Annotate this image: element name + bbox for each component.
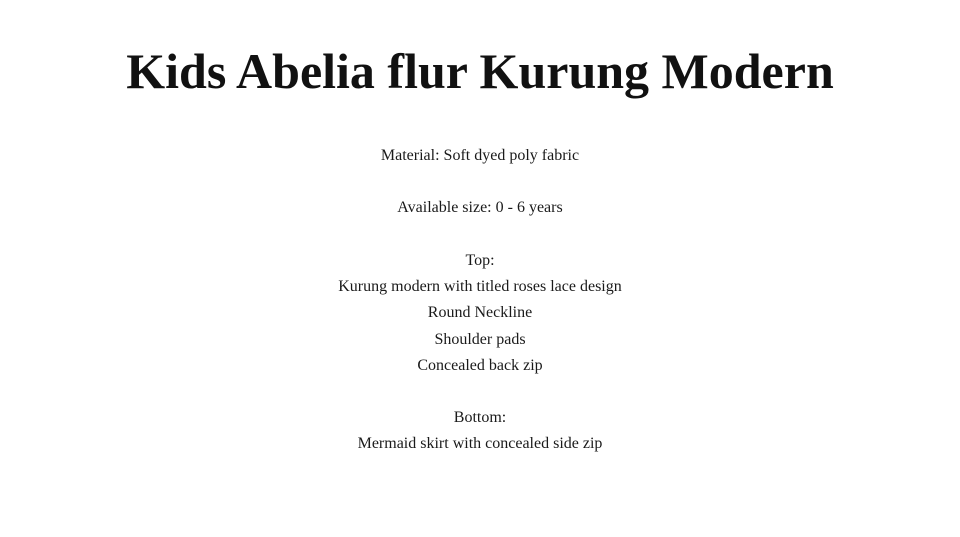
top-detail-item: Kurung modern with titled roses lace design <box>338 278 622 295</box>
top-detail-item: Round Neckline <box>427 304 533 321</box>
top-detail-item: Concealed back zip <box>417 357 543 374</box>
material-text: Material: Soft dyed poly fabric <box>380 147 580 164</box>
page-title: Kids Abelia flur Kurung Modern <box>126 43 834 99</box>
top-section-heading: Top: <box>465 252 495 269</box>
bottom-section-heading: Bottom: <box>453 409 507 426</box>
bottom-detail-item: Mermaid skirt with concealed side zip <box>357 435 603 452</box>
top-detail-item: Shoulder pads <box>434 331 526 348</box>
available-size-text: Available size: 0 - 6 years <box>397 199 563 216</box>
